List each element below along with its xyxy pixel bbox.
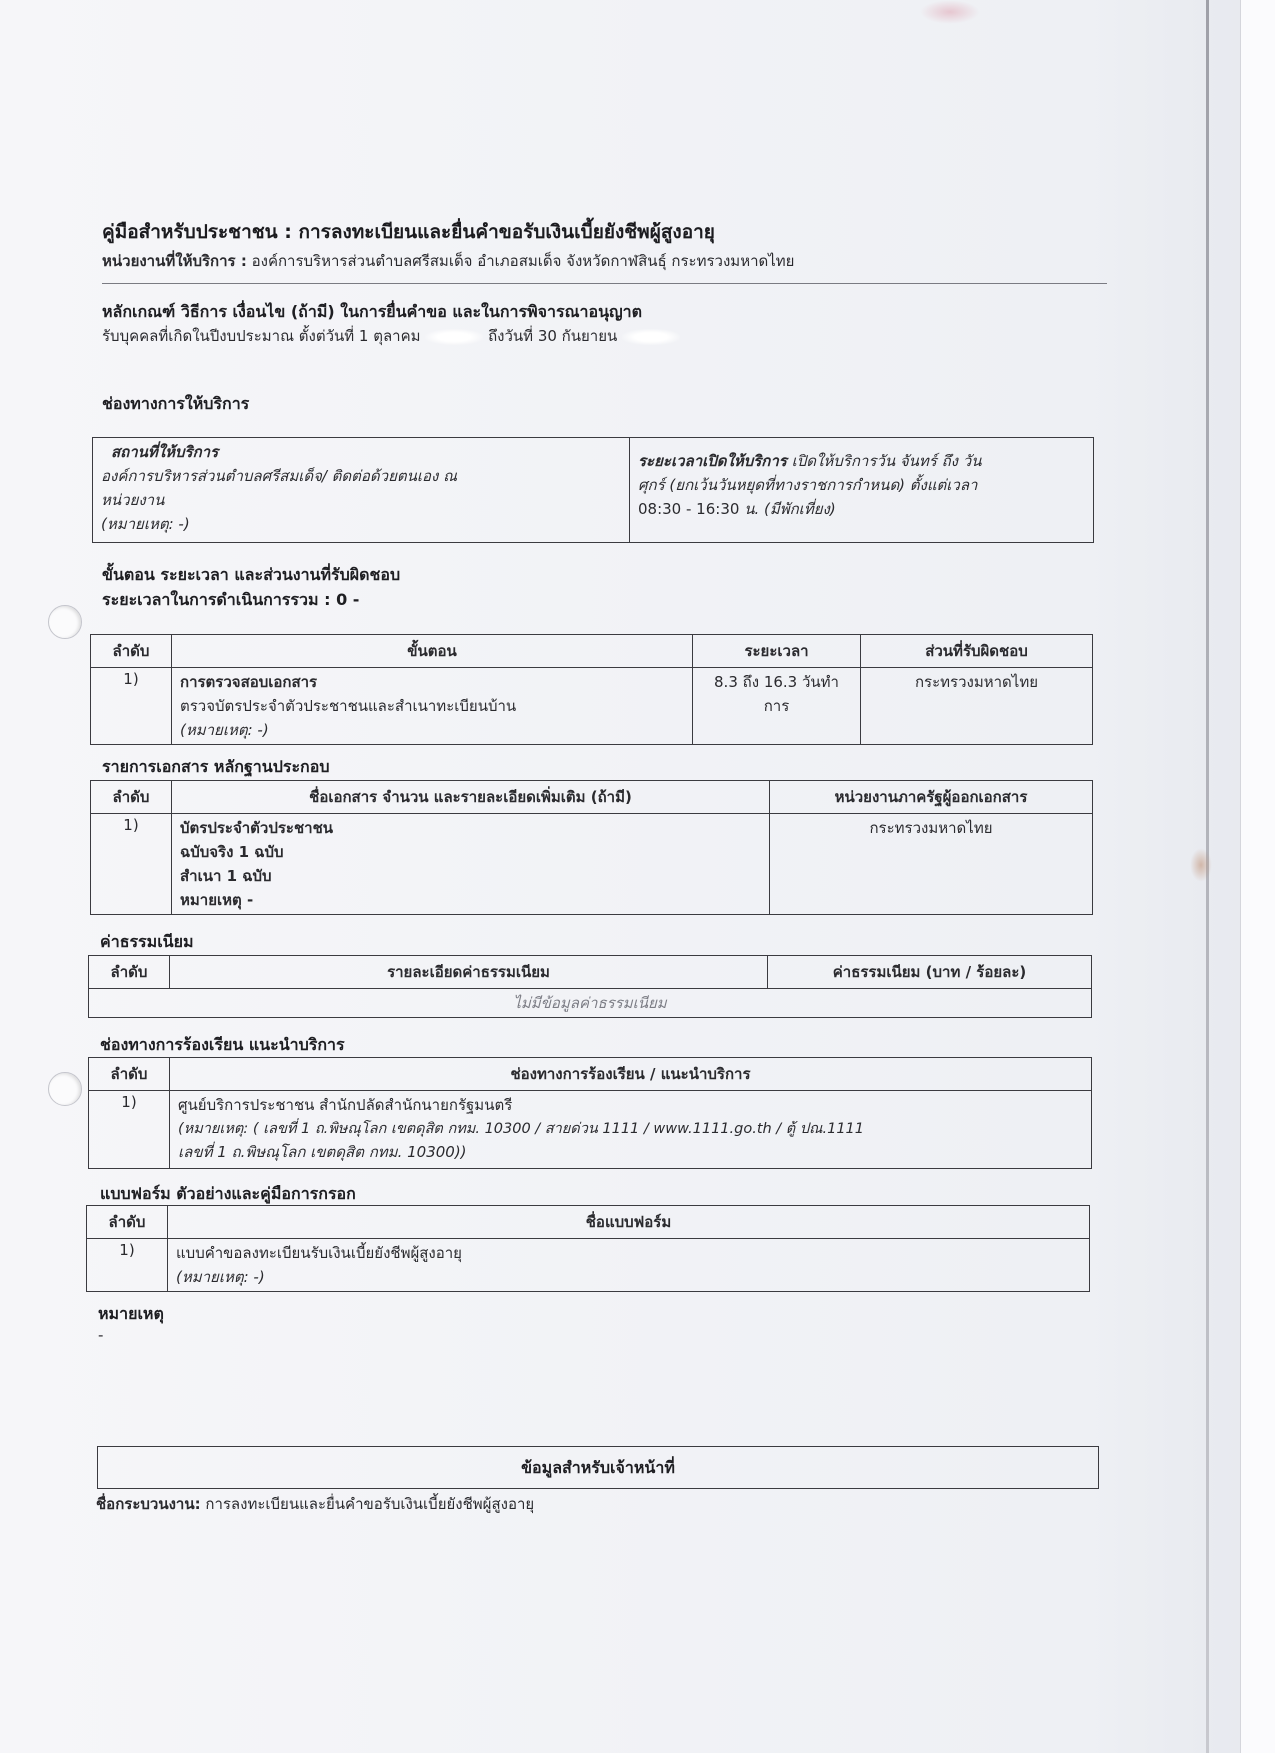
- steps-col-owner: ส่วนที่รับผิดชอบ: [861, 635, 1093, 668]
- service-hours-line1: เปิดให้บริการวัน จันทร์ ถึง วัน: [791, 452, 982, 470]
- complaint-line3: เลขที่ 1 ถ.พิษณุโลก เขตดุสิต กทม. 10300)): [178, 1143, 467, 1161]
- fees-col-amount: ค่าธรรมเนียม (บาท / ร้อยละ): [768, 956, 1092, 989]
- steps-heading: ขั้นตอน ระยะเวลา และส่วนงานที่รับผิดชอบ: [102, 565, 401, 584]
- documents-col-issuer: หน่วยงานภาครัฐผู้ออกเอกสาร: [770, 781, 1093, 814]
- service-hours-line2: ศุกร์ (ยกเว้นวันหยุดที่ทางราชการกำหนด) ตั้งแต่เวลา: [638, 476, 978, 494]
- agency-line: [102, 249, 794, 273]
- service-place-cell: [93, 438, 630, 543]
- document-note: หมายเหตุ -: [180, 891, 254, 909]
- fees-empty: ไม่มีข้อมูลค่าธรรมเนียม: [89, 989, 1092, 1018]
- step-time-cell: [693, 668, 861, 745]
- process-name-label: ชื่อกระบวนงาน:: [96, 1495, 201, 1513]
- service-hours-line3: น. (มีพักเที่ยง): [744, 500, 836, 518]
- forms-col-name: ชื่อแบบฟอร์ม: [168, 1206, 1090, 1239]
- punch-hole-bottom: [48, 1072, 82, 1106]
- step-note: (หมายเหตุ: -): [180, 721, 269, 739]
- complaints-col-channel: ช่องทางการร้องเรียน / แนะนำบริการ: [170, 1058, 1092, 1091]
- criteria-text-part2: ถึงวันที่ 30 กันยายน: [488, 327, 618, 345]
- fees-table: [88, 955, 1092, 1018]
- fees-heading: ค่าธรรมเนียม: [100, 932, 194, 951]
- remarks-text: -: [98, 1326, 104, 1344]
- document-no: 1): [91, 814, 172, 915]
- steps-table: [90, 634, 1093, 745]
- channels-heading: ช่องทางการให้บริการ: [102, 394, 250, 413]
- document-title: คู่มือสำหรับประชาชน : การลงทะเบียนและยื่นคำขอรับเงินเบี้ยยังชีพผู้สูงอายุ: [102, 221, 715, 243]
- steps-total-time: ระยะเวลาในการดำเนินการรวม : 0 -: [102, 590, 360, 609]
- redacted-year-2: [622, 329, 680, 345]
- step-time-line2: การ: [763, 697, 790, 715]
- complaints-heading: ช่องทางการร้องเรียน แนะนำบริการ: [100, 1035, 345, 1054]
- form-cell: [168, 1239, 1090, 1292]
- pink-smudge: [920, 0, 980, 24]
- table-row: [89, 989, 1092, 1018]
- process-name-value: การลงทะเบียนและยื่นคำขอรับเงินเบี้ยยังชีพผู้สูงอายุ: [205, 1495, 535, 1513]
- steps-col-time: ระยะเวลา: [693, 635, 861, 668]
- agency-label: หน่วยงานที่ให้บริการ :: [102, 252, 247, 270]
- redacted-year-1: [425, 329, 483, 345]
- table-row: [91, 668, 1093, 745]
- form-name: แบบคำขอลงทะเบียนรับเงินเบี้ยยังชีพผู้สูงอายุ: [176, 1244, 462, 1262]
- step-detail: ตรวจบัตรประจำตัวประชาชนและสำเนาทะเบียนบ้าน: [180, 697, 517, 715]
- documents-col-no: ลำดับ: [91, 781, 172, 814]
- punch-hole-top: [48, 605, 82, 639]
- table-row: [89, 1091, 1092, 1169]
- officer-info-box: [97, 1446, 1099, 1489]
- fees-col-no: ลำดับ: [89, 956, 170, 989]
- criteria-heading: หลักเกณฑ์ วิธีการ เงื่อนไข (ถ้ามี) ในการยื่นคำขอ และในการพิจารณาอนุญาต: [102, 302, 643, 321]
- service-place-line1: องค์การบริหารส่วนตำบลศรีสมเด็จ/ ติดต่อด้วยตนเอง ณ: [101, 467, 458, 485]
- service-place-line2: หน่วยงาน: [101, 491, 165, 509]
- document-issuer: กระทรวงมหาดไทย: [770, 814, 1093, 915]
- service-place-note: (หมายเหตุ: -): [101, 515, 190, 533]
- document-copy: สำเนา 1 ฉบับ: [180, 867, 272, 885]
- complaint-line2: (หมายเหตุ: ( เลขที่ 1 ถ.พิษณุโลก เขตดุสิต กทม. 10300 / สายด่วน 1111 / www.1111.go.th / ตู้ ปณ.1111: [178, 1121, 864, 1137]
- complaints-col-no: ลำดับ: [89, 1058, 170, 1091]
- document-original: ฉบับจริง 1 ฉบับ: [180, 843, 284, 861]
- forms-table: [86, 1205, 1090, 1292]
- table-row: [87, 1239, 1090, 1292]
- paper-stain: [1190, 848, 1212, 882]
- form-note: (หมายเหตุ: -): [176, 1268, 265, 1286]
- complaint-line1: ศูนย์บริการประชาชน สำนักปลัดสำนักนายกรัฐมนตรี: [178, 1096, 513, 1114]
- step-no: 1): [91, 668, 172, 745]
- criteria-text-part1: รับบุคคลที่เกิดในปีงบประมาณ ตั้งต่วันที่ 1 ตุลาคม: [102, 327, 421, 345]
- service-hours-time: 08:30 - 16:30: [638, 500, 740, 518]
- forms-col-no: ลำดับ: [87, 1206, 168, 1239]
- page-edge-strip: [1240, 0, 1275, 1753]
- service-place-label: สถานที่ให้บริการ: [111, 443, 219, 461]
- document-name: บัตรประจำตัวประชาชน: [180, 819, 334, 837]
- step-owner: กระทรวงมหาดไทย: [861, 668, 1093, 745]
- step-title: การตรวจสอบเอกสาร: [180, 673, 318, 691]
- criteria-text: [102, 324, 680, 348]
- documents-col-name: ชื่อเอกสาร จำนวน และรายละเอียดเพิ่มเติม (ถ้ามี): [172, 781, 770, 814]
- fees-col-detail: รายละเอียดค่าธรรมเนียม: [170, 956, 768, 989]
- documents-table: [90, 780, 1093, 915]
- step-cell: [172, 668, 693, 745]
- remarks-heading: หมายเหตุ: [98, 1304, 164, 1323]
- document-cell: [172, 814, 770, 915]
- service-hours-cell: [630, 438, 1094, 543]
- form-no: 1): [87, 1239, 168, 1292]
- complaint-no: 1): [89, 1091, 170, 1169]
- process-name-line: [96, 1492, 534, 1516]
- header-divider: [102, 283, 1107, 284]
- complaint-cell: [170, 1091, 1092, 1169]
- officer-box-title: ข้อมูลสำหรับเจ้าหน้าที่: [521, 1458, 675, 1477]
- steps-col-step: ขั้นตอน: [172, 635, 693, 668]
- forms-heading: แบบฟอร์ม ตัวอย่างและคู่มือการกรอก: [100, 1184, 356, 1203]
- service-hours-label: ระยะเวลาเปิดให้บริการ: [638, 452, 787, 470]
- step-time-line1: 8.3 ถึง 16.3 วันทำ: [714, 673, 839, 691]
- agency-value: องค์การบริหารส่วนตำบลศรีสมเด็จ อำเภอสมเด็จ จังหวัดกาฬสินธุ์ กระทรวงมหาดไทย: [251, 252, 795, 270]
- documents-heading: รายการเอกสาร หลักฐานประกอบ: [102, 757, 330, 776]
- table-row: [91, 814, 1093, 915]
- complaints-table: [88, 1057, 1092, 1169]
- steps-col-no: ลำดับ: [91, 635, 172, 668]
- service-channels-table: [92, 437, 1094, 543]
